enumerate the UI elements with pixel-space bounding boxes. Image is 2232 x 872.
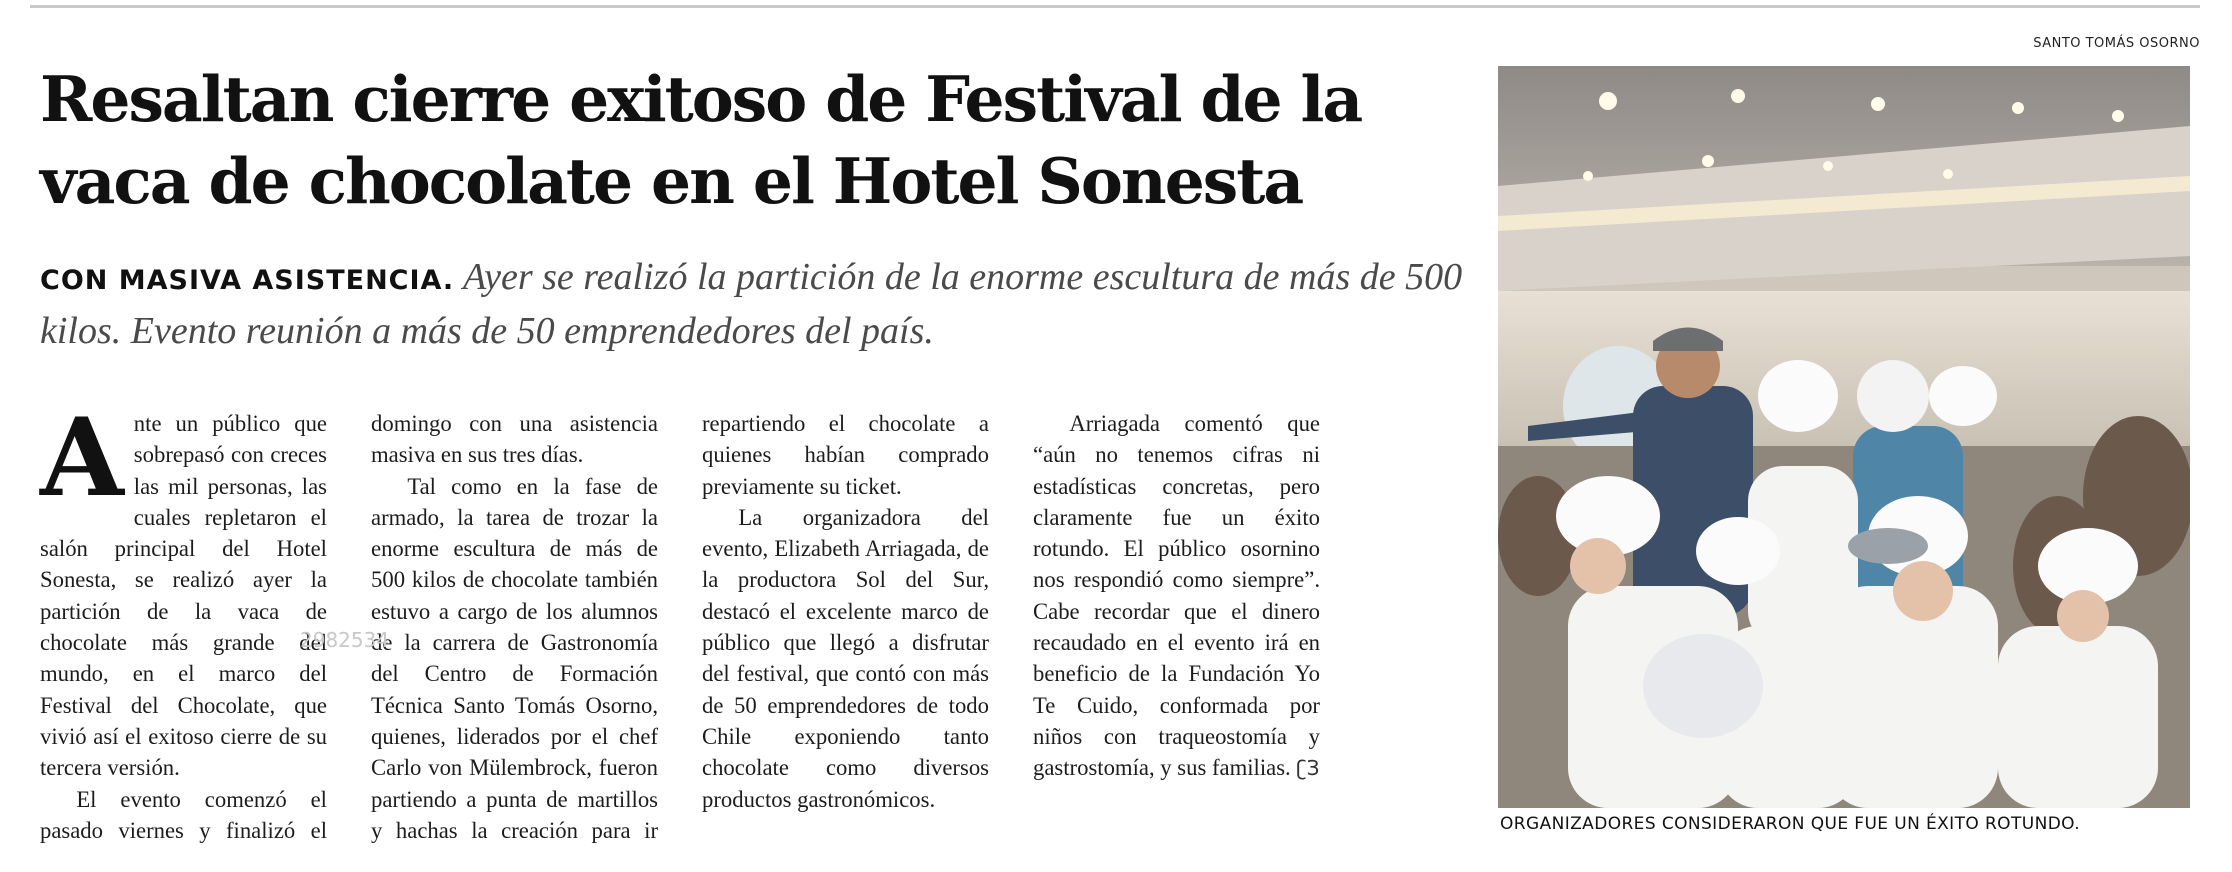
article-body — [40, 395, 1320, 848]
photo-caption: ORGANIZADORES CONSIDERARON QUE FUE UN ÉXITO ROTUNDO. — [1500, 814, 2081, 834]
body-paragraph-4: La organizadora del evento, Elizabeth Arriagada, de la productora Sol del Sur, destacó el excelente marco de público que llegó a disfrutar del festival, que contó con más de 50 emprendedores de todo Chile exponiendo tanto chocolate como diversos productos gastronómicos. — [702, 504, 989, 812]
subhead-kicker: CON MASIVA ASISTENCIA. — [40, 265, 455, 296]
body-paragraph-2: El evento comenzó el pasado viernes y finalizó el domingo con una asistencia masiva en sus tres días. — [40, 411, 658, 843]
top-rule — [30, 5, 2200, 8]
body-paragraph-5: Arriagada comentó que “aún no tenemos cifras ni estadísticas concretas, pero claramente fue un éxito rotundo. El público osornino nos respondió como siempre”. Cabe recordar que el dinero recaudado en el evento irá en beneficio de la Fundación Yo Te Cuido, conformada por niños con traqueostomía y gastrostomía, y sus familias. ʗЗ — [1033, 411, 1320, 781]
headline: Resaltan cierre exitoso de Festival de la vaca de chocolate en el Hotel Sonesta — [40, 62, 1362, 218]
body-paragraph-3: Tal como en la fase de armado, la tarea de trozar la enorme escultura de más de 500 kilos de chocolate también estuvo a cargo de los alumnos de la carrera de Gastronomía del Centro de Formación Técnica Santo Tomás Osorno, quienes, liderados por el chef Carlo von Mülembrock, fueron partiendo a punta de martillos y hachas la creación para ir repartiendo el chocolate a quienes habían comprado previamente su ticket. — [371, 411, 989, 843]
dropcap: A — [40, 395, 124, 521]
watermark-number: 2982534 — [300, 628, 390, 652]
subhead — [40, 252, 1480, 356]
photo-credit: SANTO TOMÁS OSORNO — [2033, 36, 2200, 51]
event-photo-illustration — [1498, 66, 2190, 808]
end-mark-icon: ʗЗ — [1296, 756, 1320, 781]
subhead-deck: Ayer se realizó la partición de la enorme escultura de más de 500 kilos. Evento reunión a más de 50 emprendedores del país. — [40, 256, 1463, 352]
body-paragraph-1: Ante un público que sobrepasó con creces las mil personas, las cuales repletaron el salón principal del Hotel Sonesta, se realizó ayer la partición de la vaca de chocolate más grande del mundo, en el marco del Festival del Chocolate, que vivió así el exitoso cierre de su tercera versión. — [40, 395, 327, 781]
event-photo — [1498, 66, 2190, 808]
